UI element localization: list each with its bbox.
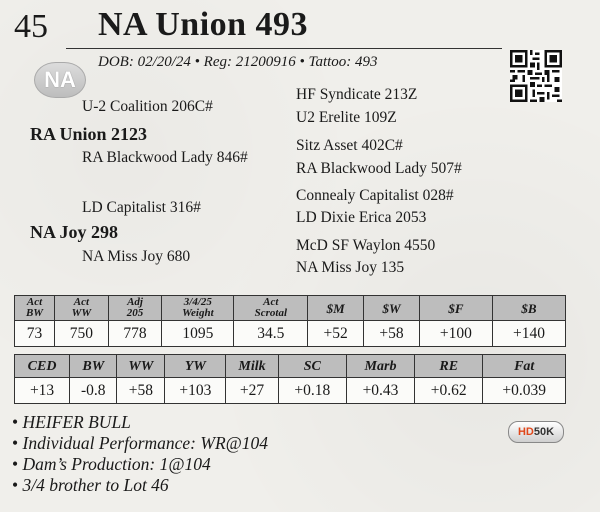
pedigree-dsd: LD Dixie Erica 2053	[296, 209, 427, 226]
hd50k-badge-hd: HD	[517, 426, 534, 438]
note-item: • Individual Performance: WR@104	[12, 433, 268, 454]
performance-table	[14, 295, 566, 347]
pedigree-sire: RA Union 2123	[30, 124, 148, 144]
value-ced: +13	[15, 378, 70, 404]
pedigree-dam-sire: LD Capitalist 316#	[82, 199, 201, 216]
value-bw: -0.8	[70, 378, 117, 404]
pedigree-ssd: U2 Erelite 109Z	[296, 109, 397, 126]
header-marb: Marb	[346, 355, 414, 378]
hd50k-badge-50k: 50K	[533, 426, 555, 438]
qr-code-icon[interactable]	[510, 50, 562, 102]
pedigree-sire-dam: RA Blackwood Lady 846#	[82, 149, 248, 166]
note-item: • Dam’s Production: 1@104	[12, 454, 268, 475]
value-act-ww: 750	[55, 321, 109, 347]
pedigree-dds: McD SF Waylon 4550	[296, 237, 436, 254]
value-sc: +0.18	[278, 378, 346, 404]
header-fat: Fat	[483, 355, 566, 378]
na-logo: NA	[34, 62, 86, 98]
value-dollar-f: +100	[419, 321, 492, 347]
epd-table	[14, 354, 566, 404]
note-item: • 3/4 brother to Lot 46	[12, 475, 268, 496]
header-dollar-m: $M	[308, 296, 364, 321]
header-sc: SC	[278, 355, 346, 378]
value-dollar-b: +140	[492, 321, 565, 347]
notes-list	[12, 412, 268, 496]
pedigree-dam: NA Joy 298	[30, 222, 119, 242]
header-milk: Milk	[226, 355, 278, 378]
hd50k-badge	[508, 421, 564, 443]
lot-number: 45	[14, 8, 48, 45]
pedigree-sdd: RA Blackwood Lady 507#	[296, 160, 462, 177]
value-ww: +58	[117, 378, 165, 404]
value-act-bw: 73	[15, 321, 55, 347]
header-act-scrotal: Act Scrotal	[234, 296, 308, 321]
pedigree-sire-sire: U-2 Coalition 206C#	[82, 98, 213, 115]
header-bw: BW	[70, 355, 117, 378]
value-yw: +103	[165, 378, 226, 404]
value-act-scrotal: 34.5	[234, 321, 308, 347]
header-dollar-b: $B	[492, 296, 565, 321]
header-rule	[66, 48, 502, 49]
value-weight: 1095	[162, 321, 234, 347]
header-adj-205: Adj 205	[108, 296, 162, 321]
pedigree-ddd: NA Miss Joy 135	[296, 259, 405, 276]
header-yw: YW	[165, 355, 226, 378]
header-ww: WW	[117, 355, 165, 378]
animal-name: NA Union 493	[98, 6, 309, 43]
value-milk: +27	[226, 378, 278, 404]
pedigree-sds: Sitz Asset 402C#	[296, 137, 403, 154]
header-ced: CED	[15, 355, 70, 378]
value-fat: +0.039	[483, 378, 566, 404]
header-act-ww: Act WW	[55, 296, 109, 321]
value-dollar-w: +58	[364, 321, 420, 347]
pedigree-dam-dam: NA Miss Joy 680	[82, 248, 191, 265]
animal-details: DOB: 02/20/24 • Reg: 21200916 • Tattoo: 493	[98, 54, 378, 70]
header-weight: 3/4/25 Weight	[162, 296, 234, 321]
header-dollar-w: $W	[364, 296, 420, 321]
header-re: RE	[415, 355, 483, 378]
value-marb: +0.43	[346, 378, 414, 404]
pedigree-sss: HF Syndicate 213Z	[296, 86, 418, 103]
header-dollar-f: $F	[419, 296, 492, 321]
pedigree-dss: Connealy Capitalist 028#	[296, 187, 454, 204]
value-dollar-m: +52	[308, 321, 364, 347]
value-re: +0.62	[415, 378, 483, 404]
value-adj-205: 778	[108, 321, 162, 347]
header-act-bw: Act BW	[15, 296, 55, 321]
note-item: • HEIFER BULL	[12, 412, 268, 433]
